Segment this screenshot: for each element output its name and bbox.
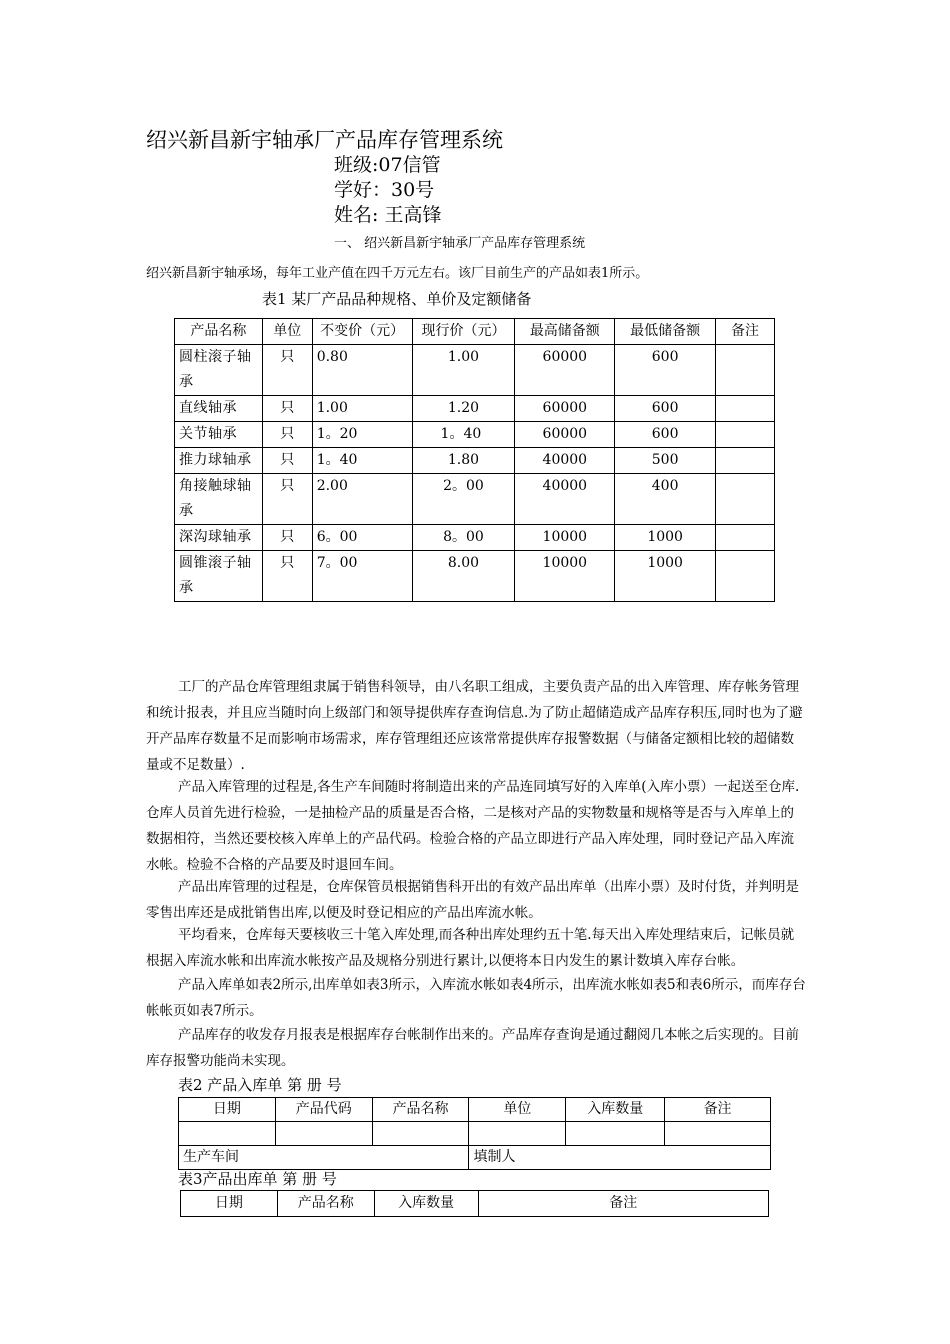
cell-current-price: 8。00 — [412, 525, 515, 551]
col-header-date: 日期 — [181, 1191, 278, 1217]
cell-fixed-price: 1。40 — [312, 448, 412, 474]
empty-cell — [566, 1122, 665, 1146]
table-row — [175, 448, 775, 474]
col-header-inbound-qty: 入库数量 — [566, 1098, 665, 1122]
col-header-current-price: 现行价（元） — [412, 319, 515, 345]
col-header-unit: 单位 — [469, 1098, 566, 1122]
cell-unit: 只 — [262, 474, 312, 525]
cell-min-reserve: 400 — [615, 474, 716, 525]
cell-unit: 只 — [262, 525, 312, 551]
cell-fixed-price: 1.00 — [312, 396, 412, 422]
table1-caption: 表1 某厂产品品种规格、单价及定额储备 — [262, 290, 532, 308]
cell-product-name: 圆柱滚子轴承 — [175, 345, 263, 396]
cell-current-price: 1.20 — [412, 396, 515, 422]
cell-fixed-price: 6。00 — [312, 525, 412, 551]
cell-max-reserve: 60000 — [515, 422, 615, 448]
student-number-line: 学好：30号 — [334, 179, 435, 201]
cell-product-name: 关节轴承 — [175, 422, 263, 448]
workshop-label: 生产车间 — [179, 1146, 469, 1170]
col-header-date: 日期 — [179, 1098, 276, 1122]
table-row — [175, 525, 775, 551]
col-header-product-name: 产品名称 — [372, 1098, 469, 1122]
cell-max-reserve: 60000 — [515, 396, 615, 422]
body-paragraph: 工厂的产品仓库管理组隶属于销售科领导，由八名职工组成，主要负责产品的出入库管理、库存帐务管理和统计报表，并且应当随时向上级部门和领导提供库存查询信息.为了防止超储造成产品库存积压,同时也为了避开产品库存数量不足而影响市场需求，库存管理组还应该常常提供库存报警数据（与储备定额相比较的超储数量或不足数量）. — [146, 679, 803, 773]
table-row — [175, 422, 775, 448]
col-header-note: 备注 — [716, 319, 775, 345]
cell-max-reserve: 10000 — [515, 525, 615, 551]
cell-max-reserve: 40000 — [515, 448, 615, 474]
inbound-slip-table — [178, 1097, 771, 1170]
cell-unit: 只 — [262, 551, 312, 602]
table-header-row — [179, 1098, 771, 1122]
cell-min-reserve: 1000 — [615, 551, 716, 602]
cell-note — [716, 551, 775, 602]
table-row — [179, 1122, 771, 1146]
body-paragraph: 产品库存的收发存月报表是根据库存台帐制作出来的。产品库存查询是通过翻阅几本帐之后实现的。目前库存报警功能尚未实现。 — [146, 1027, 799, 1069]
col-header-fixed-price: 不变价（元） — [312, 319, 412, 345]
cell-product-name: 直线轴承 — [175, 396, 263, 422]
table-row — [175, 345, 775, 396]
col-header-note: 备注 — [478, 1191, 768, 1217]
intro-paragraph: 绍兴新昌新宇轴承场，每年工业产值在四千万元左右。该厂目前生产的产品如表1所示。 — [146, 266, 649, 281]
class-line: 班级:07信管 — [334, 154, 441, 176]
cell-note — [716, 396, 775, 422]
cell-unit: 只 — [262, 396, 312, 422]
table3-caption: 表3产品出库单 第 册 号 — [178, 1170, 337, 1188]
section-heading: 一、 绍兴新昌新宇轴承厂产品库存管理系统 — [334, 236, 586, 251]
empty-cell — [665, 1122, 771, 1146]
col-header-product-code: 产品代码 — [275, 1098, 372, 1122]
cell-min-reserve: 600 — [615, 396, 716, 422]
empty-cell — [372, 1122, 469, 1146]
student-name-line: 姓名: 王高锋 — [334, 204, 442, 226]
table-row — [175, 396, 775, 422]
cell-min-reserve: 500 — [615, 448, 716, 474]
table-header-row — [181, 1191, 769, 1217]
cell-product-name: 角接触球轴承 — [175, 474, 263, 525]
cell-note — [716, 525, 775, 551]
cell-fixed-price: 7。00 — [312, 551, 412, 602]
col-header-unit: 单位 — [262, 319, 312, 345]
cell-product-name: 深沟球轴承 — [175, 525, 263, 551]
table-row — [175, 474, 775, 525]
body-paragraph: 产品出库管理的过程是，仓库保管员根据销售科开出的有效产品出库单（出库小票）及时付货，并判明是零售出库还是成批销售出库,以便及时登记相应的产品出库流水帐。 — [146, 879, 799, 921]
body-paragraph: 产品入库单如表2所示,出库单如表3所示，入库流水帐如表4所示，出库流水帐如表5和表6所示，而库存台帐帐页如表7所示。 — [146, 977, 806, 1019]
cell-unit: 只 — [262, 345, 312, 396]
table-row — [175, 551, 775, 602]
body-paragraph: 平均看来，仓库每天要核收三十笔入库处理,而各种出库处理约五十笔.每天出入库处理结束后，记帐员就根据入库流水帐和出库流水帐按产品及规格分别进行累计,以便将本日内发生的累计数填入库存台帐。 — [146, 927, 795, 969]
empty-cell — [179, 1122, 276, 1146]
cell-fixed-price: 0.80 — [312, 345, 412, 396]
cell-max-reserve: 10000 — [515, 551, 615, 602]
col-header-max-reserve: 最高储备额 — [515, 319, 615, 345]
cell-min-reserve: 600 — [615, 422, 716, 448]
cell-min-reserve: 600 — [615, 345, 716, 396]
product-spec-table — [174, 318, 775, 602]
cell-current-price: 1.00 — [412, 345, 515, 396]
col-header-name: 产品名称 — [175, 319, 263, 345]
col-header-min-reserve: 最低储备额 — [615, 319, 716, 345]
table-header-row — [175, 319, 775, 345]
filler-label: 填制人 — [469, 1146, 771, 1170]
col-header-inbound-qty: 入库数量 — [374, 1191, 478, 1217]
cell-current-price: 2。00 — [412, 474, 515, 525]
col-header-product-name: 产品名称 — [277, 1191, 374, 1217]
cell-fixed-price: 2.00 — [312, 474, 412, 525]
empty-cell — [275, 1122, 372, 1146]
col-header-note: 备注 — [665, 1098, 771, 1122]
cell-note — [716, 474, 775, 525]
cell-unit: 只 — [262, 422, 312, 448]
page-title: 绍兴新昌新宇轴承厂产品库存管理系统 — [146, 128, 503, 152]
cell-fixed-price: 1。20 — [312, 422, 412, 448]
cell-product-name: 圆锥滚子轴承 — [175, 551, 263, 602]
cell-note — [716, 422, 775, 448]
body-paragraph: 产品入库管理的过程是,各生产车间随时将制造出来的产品连同填写好的入库单(入库小票）一起送至仓库.仓库人员首先进行检验，一是抽检产品的质量是否合格，二是核对产品的实物数量和规格等是否与入库单上的数据相符，当然还要校核入库单上的产品代码。检验合格的产品立即进行产品入库处理，同时登记产品入库流水帐。检验不合格的产品要及时退回车间。 — [146, 779, 800, 873]
cell-unit: 只 — [262, 448, 312, 474]
cell-max-reserve: 60000 — [515, 345, 615, 396]
cell-note — [716, 448, 775, 474]
cell-min-reserve: 1000 — [615, 525, 716, 551]
outbound-slip-table — [180, 1190, 769, 1217]
table-row — [179, 1146, 771, 1170]
cell-current-price: 1.80 — [412, 448, 515, 474]
empty-cell — [469, 1122, 566, 1146]
cell-note — [716, 345, 775, 396]
cell-max-reserve: 40000 — [515, 474, 615, 525]
table2-caption: 表2 产品入库单 第 册 号 — [178, 1076, 342, 1094]
cell-current-price: 8.00 — [412, 551, 515, 602]
cell-product-name: 推力球轴承 — [175, 448, 263, 474]
cell-current-price: 1。40 — [412, 422, 515, 448]
